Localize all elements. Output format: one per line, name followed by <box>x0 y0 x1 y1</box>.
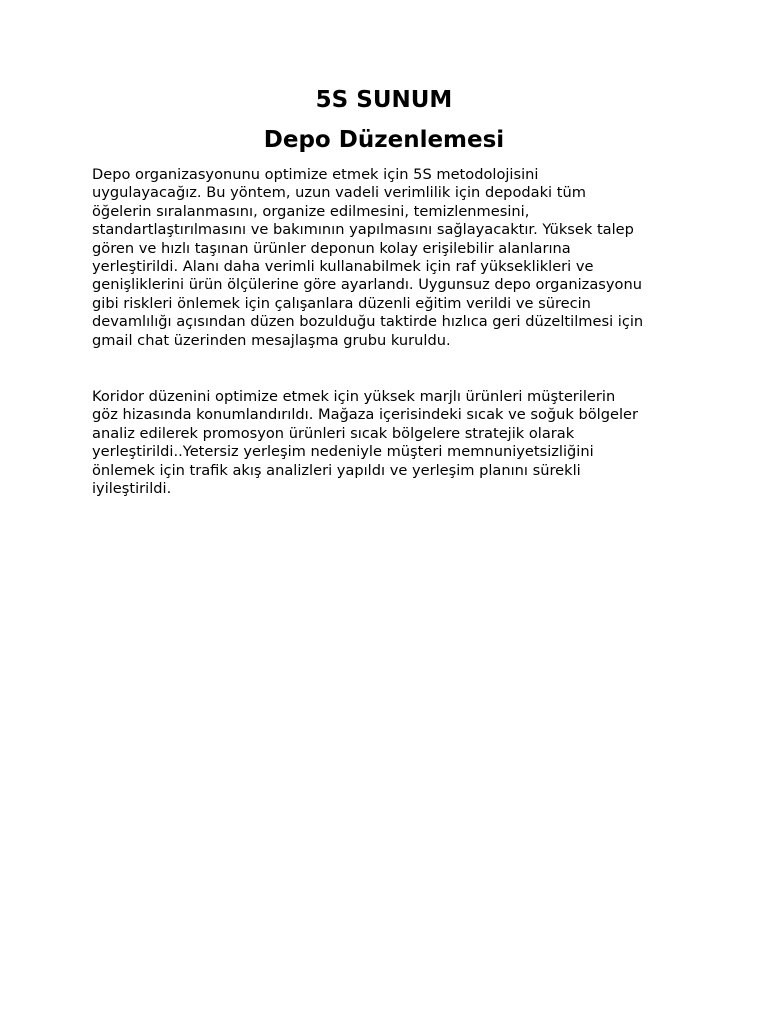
paragraph-line: devamlılığı açısından düzen bozulduğu taktirde hızlıca geri düzeltilmesi için <box>92 313 644 331</box>
paragraph-1 <box>92 166 692 350</box>
paragraph-line: genişliklerini ürün ölçülerine göre ayarlandı. Uygunsuz depo organizasyonu <box>92 276 642 294</box>
paragraph-line: iyileştirildi. <box>92 480 172 498</box>
document-title: 5S SUNUM <box>315 87 453 113</box>
document-subtitle: Depo Düzenlemesi <box>263 127 505 153</box>
paragraph-line: Koridor düzenini optimize etmek için yüksek marjlı ürünleri müşterilerin <box>92 388 616 405</box>
paragraph-line: göz hizasında konumlandırıldı. Mağaza içerisindeki sıcak ve soğuk bölgeler <box>92 406 639 424</box>
paragraph-line: gibi riskleri önlemek için çalışanlara düzenli eğitim verildi ve sürecin <box>92 294 591 312</box>
paragraph-2 <box>92 388 692 498</box>
paragraph-line: analiz edilerek promosyon ürünleri sıcak bölgelere stratejik olarak <box>92 424 575 442</box>
paragraph-line: yerleştirildi. Alanı daha verimli kullanabilmek için raf yükseklikleri ve <box>92 258 594 276</box>
paragraph-line: uygulayacağız. Bu yöntem, uzun vadeli verimlilik için depodaki tüm <box>92 184 586 202</box>
paragraph-line: Depo organizasyonunu optimize etmek için 5S metodolojisini <box>92 166 539 183</box>
paragraph-line: gören ve hızlı taşınan ürünler deponun kolay erişilebilir alanlarına <box>92 239 571 257</box>
paragraph-line: önlemek için trafik akış analizleri yapıldı ve yerleşim planını sürekli <box>92 461 581 479</box>
paragraph-line: yerleştirildi..Yetersiz yerleşim nedeniyle müşteri memnuniyetsizliğini <box>92 443 594 461</box>
paragraph-line: öğelerin sıralanmasını, organize edilmesini, temizlenmesini, <box>92 202 530 220</box>
paragraph-line: standartlaştırılmasını ve bakımının yapılmasını sağlayacaktır. Yüksek talep <box>92 221 634 239</box>
paragraph-line: gmail chat üzerinden mesajlaşma grubu kuruldu. <box>92 331 451 349</box>
